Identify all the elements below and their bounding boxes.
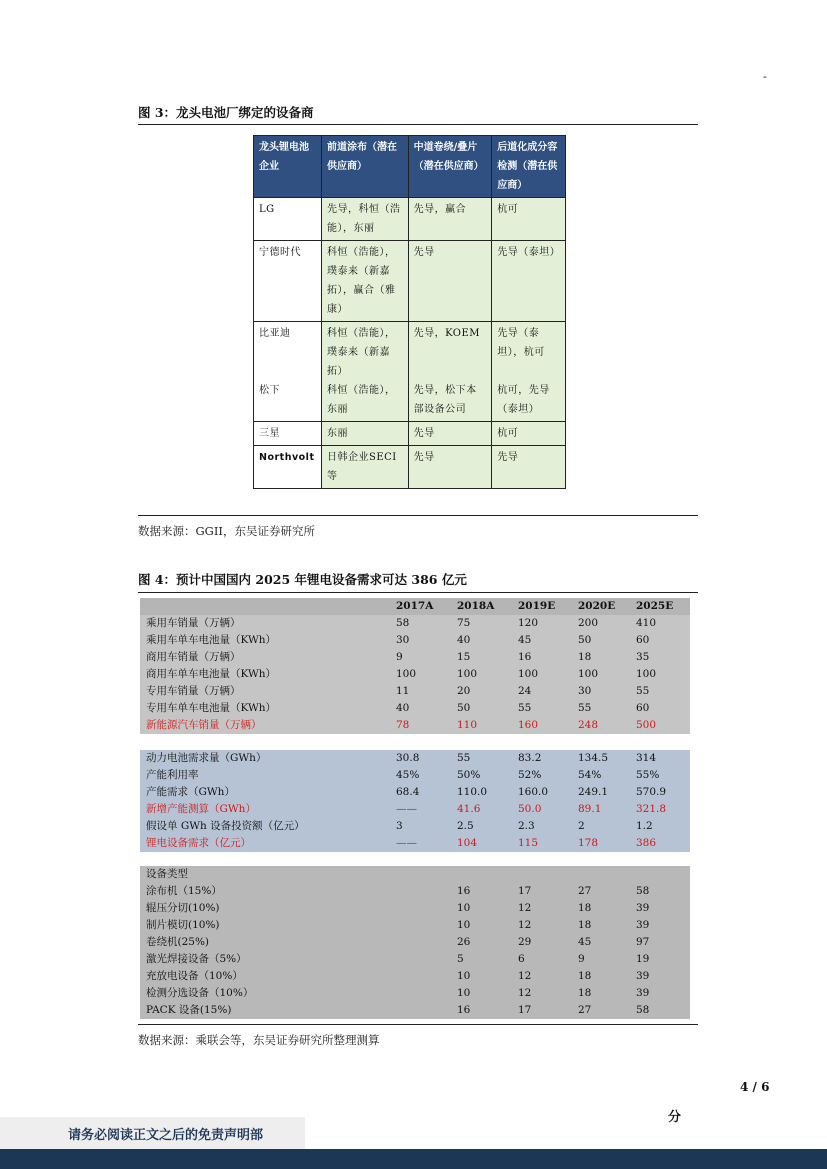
row-value: 18 [578,987,592,999]
row-value: 160 [518,719,539,731]
row-label: 锂电设备需求（亿元） [146,837,251,849]
figure-4-top-rule [138,592,698,593]
row-label: 产能利用率 [146,769,199,781]
row-value: 248 [578,719,599,731]
row-value: 18 [578,970,592,982]
year-label: 2017A [396,600,434,612]
footer-band [0,1149,827,1169]
row-value: 45 [578,936,592,948]
row-value: 11 [396,685,410,697]
figure-3-source: 数据来源：GGII，东吴证券研究所 [138,524,315,538]
back-panasonic: 杭可，先导（泰坦） [497,385,550,415]
front-panasonic: 科恒（浩能），东丽 [326,385,396,415]
row-value: 54% [578,769,602,781]
row-value: 78 [396,719,410,731]
row-value: 89.1 [578,803,602,815]
row-value: —— [396,803,417,815]
row-value: 2.5 [457,820,474,832]
header-mid: 中道卷绕/叠片（潜在供应商） [408,136,492,198]
row-value: 16 [457,885,471,897]
row-value: 2 [578,820,585,832]
demand-block-capacity [140,750,690,852]
figure-4-source: 数据来源：乘联会等，东吴证券研究所整理测算 [138,1033,380,1047]
row-label: 涂布机（15%） [146,885,222,897]
data-row [140,683,690,700]
row-value: 5 [457,953,464,965]
row-value: 15 [457,651,471,663]
data-row [140,801,690,818]
data-row [140,666,690,683]
row-value: 39 [636,970,650,982]
company-panasonic: 松下 [259,385,280,396]
data-row [140,934,690,951]
row-value: 570.9 [636,786,667,798]
row-value: 1.2 [636,820,653,832]
mid-cell: 先导 [408,422,492,446]
row-value: 134.5 [578,752,609,764]
mid-panasonic: 先导，松下本部设备公司 [413,385,477,415]
data-row [140,649,690,666]
row-value: 75 [457,617,471,629]
back-cell: 杭可 [492,198,566,241]
row-label: 假设单 GWh 设备投资额（亿元） [146,820,305,832]
row-value: 104 [457,837,478,849]
row-label: 产能需求（GWh） [146,786,235,798]
data-row [140,985,690,1002]
row-value: 58 [396,617,410,629]
data-row [140,968,690,985]
row-value: 9 [396,651,403,663]
demand-block-equipment [140,866,690,1019]
row-value: 50 [578,634,592,646]
company-cell-pair [254,322,322,422]
year-label: 2018A [457,600,495,612]
row-value: 40 [396,702,410,714]
row-value: 26 [457,936,471,948]
row-value: 110.0 [457,786,488,798]
row-value: 19 [636,953,650,965]
data-row [140,750,690,767]
figure-4-bottom-rule [138,1024,698,1025]
row-value: 55% [636,769,660,781]
row-value: 12 [518,919,532,931]
disclaimer-text: 请务必阅读正文之后的免责声明部 [68,1128,264,1143]
company-byd: 比亚迪 [259,328,291,339]
row-value: 386 [636,837,657,849]
front-cell: 科恒（浩能），璞泰来（新嘉拓），赢合（雅康） [321,241,408,322]
row-value: 60 [636,702,650,714]
table-row [254,198,566,241]
figure-3-top-rule [138,124,698,125]
row-value: 10 [457,970,471,982]
row-value: 410 [636,617,657,629]
row-value: 18 [578,902,592,914]
row-value: 30.8 [396,752,420,764]
row-value: 100 [518,668,539,680]
figure-3-bottom-rule [138,515,698,516]
row-label: 新能源汽车销量（万辆） [146,719,262,731]
row-value: 41.6 [457,803,481,815]
row-value: 3 [396,820,403,832]
company-cell: 三星 [254,422,322,446]
header-back: 后道化成分容检测（潜在供应商） [492,136,566,198]
back-cell: 杭可 [492,422,566,446]
data-row [140,632,690,649]
front-cell: 东丽 [321,422,408,446]
row-value: 97 [636,936,650,948]
table-row [254,446,566,489]
figure-3-title: 图 3：龙头电池厂绑定的设备商 [138,105,314,120]
row-value: 55 [518,702,532,714]
footer-fen: 分 [668,1110,682,1125]
front-cell: 先导，科恒（浩能），东丽 [321,198,408,241]
mid-cell: 先导 [408,446,492,489]
table-header-row [254,136,566,198]
row-value: 321.8 [636,803,667,815]
row-value: 178 [578,837,599,849]
row-value: 100 [457,668,478,680]
row-value: 249.1 [578,786,609,798]
row-value: 100 [636,668,657,680]
row-label: 动力电池需求量（GWh） [146,752,267,764]
header-front: 前道涂布（潜在供应商） [321,136,408,198]
front-cell-pair [321,322,408,422]
data-row [140,900,690,917]
figure-4-title: 图 4：预计中国国内 2025 年锂电设备需求可达 386 亿元 [138,572,467,587]
row-value: 6 [518,953,525,965]
company-cell: Northvolt [254,446,322,489]
figure-3-table [253,135,566,489]
row-value: 50 [457,702,471,714]
row-value: —— [396,837,417,849]
row-value: 55 [457,752,471,764]
mid-cell: 先导，赢合 [408,198,492,241]
row-label: 专用车单车电池量（KWh） [146,702,277,714]
row-value: 10 [457,987,471,999]
row-label: 卷绕机(25%) [146,936,210,948]
row-value: 55 [636,685,650,697]
row-value: 160.0 [518,786,549,798]
row-value: 12 [518,902,532,914]
row-value: 115 [518,837,539,849]
table-row [254,241,566,322]
header-company: 龙头锂电池企业 [254,136,322,198]
row-value: 39 [636,987,650,999]
data-row [140,784,690,801]
row-label: 商用车销量（万辆） [146,651,241,663]
data-row [140,951,690,968]
back-cell: 先导 [492,446,566,489]
row-value: 45% [396,769,420,781]
data-row [140,818,690,835]
back-cell-pair [492,322,566,422]
row-value: 58 [636,1004,650,1016]
row-value: 35 [636,651,650,663]
row-value: 30 [396,634,410,646]
row-value: 50% [457,769,481,781]
row-value: 24 [518,685,532,697]
row-value: 2.3 [518,820,535,832]
row-value: 16 [518,651,532,663]
row-value: 200 [578,617,599,629]
page-number: 4 / 6 [740,1080,770,1094]
back-cell: 先导（泰坦） [492,241,566,322]
front-cell: 日韩企业SECI等 [321,446,408,489]
row-value: 17 [518,885,532,897]
row-label: 辊压分切(10%) [146,902,220,914]
row-value: 45 [518,634,532,646]
data-row [140,717,690,734]
front-byd: 科恒（浩能），璞泰来（新嘉拓） [326,328,396,377]
back-byd: 先导（泰坦），杭可 [497,328,545,358]
row-value: 29 [518,936,532,948]
row-value: 10 [457,902,471,914]
row-value: 17 [518,1004,532,1016]
row-label: PACK 设备(15%) [146,1004,232,1016]
demand-block-sales [140,598,690,734]
row-value: 110 [457,719,478,731]
data-row [140,767,690,784]
row-value: 100 [396,668,417,680]
row-value: 18 [578,919,592,931]
row-value: 27 [578,885,592,897]
row-label: 专用车销量（万辆） [146,685,241,697]
row-value: 30 [578,685,592,697]
mid-cell: 先导 [408,241,492,322]
row-value: 12 [518,987,532,999]
row-value: 39 [636,919,650,931]
row-value: 55 [578,702,592,714]
data-row [140,883,690,900]
row-label: 新增产能测算（GWh） [146,803,256,815]
equipment-type-heading-row [140,866,690,883]
row-label: 商用车单车电池量（KWh） [146,668,277,680]
row-value: 100 [578,668,599,680]
row-value: 39 [636,902,650,914]
row-value: 58 [636,885,650,897]
row-value: 18 [578,651,592,663]
row-value: 60 [636,634,650,646]
row-value: 500 [636,719,657,731]
mid-byd: 先导，KOEM [413,328,481,339]
data-row [140,1002,690,1019]
row-label: 充放电设备（10%） [146,970,243,982]
row-label: 乘用车销量（万辆） [146,617,241,629]
year-label: 2019E [518,600,556,612]
row-label: 检测分选设备（10%） [146,987,254,999]
mid-cell-pair [408,322,492,422]
year-label: 2025E [636,600,674,612]
data-row [140,700,690,717]
data-row [140,835,690,852]
company-cell: 宁德时代 [254,241,322,322]
row-value: 27 [578,1004,592,1016]
row-label: 乘用车单车电池量（KWh） [146,634,277,646]
data-row [140,917,690,934]
row-value: 50.0 [518,803,542,815]
row-value: 20 [457,685,471,697]
row-label: 制片模切(10%) [146,919,220,931]
table-row [254,422,566,446]
year-header-row [140,598,690,615]
row-value: 83.2 [518,752,542,764]
row-value: 68.4 [396,786,420,798]
equipment-type-heading: 设备类型 [146,868,188,880]
row-value: 120 [518,617,539,629]
company-cell: LG [254,198,322,241]
table-row-merged [254,322,566,422]
row-value: 9 [578,953,585,965]
data-row [140,615,690,632]
row-value: 10 [457,919,471,931]
row-value: 16 [457,1004,471,1016]
row-value: 12 [518,970,532,982]
top-mark: - [763,70,767,83]
year-label: 2020E [578,600,616,612]
row-value: 40 [457,634,471,646]
row-value: 314 [636,752,657,764]
row-label: 激光焊接设备（5%） [146,953,247,965]
row-value: 52% [518,769,542,781]
